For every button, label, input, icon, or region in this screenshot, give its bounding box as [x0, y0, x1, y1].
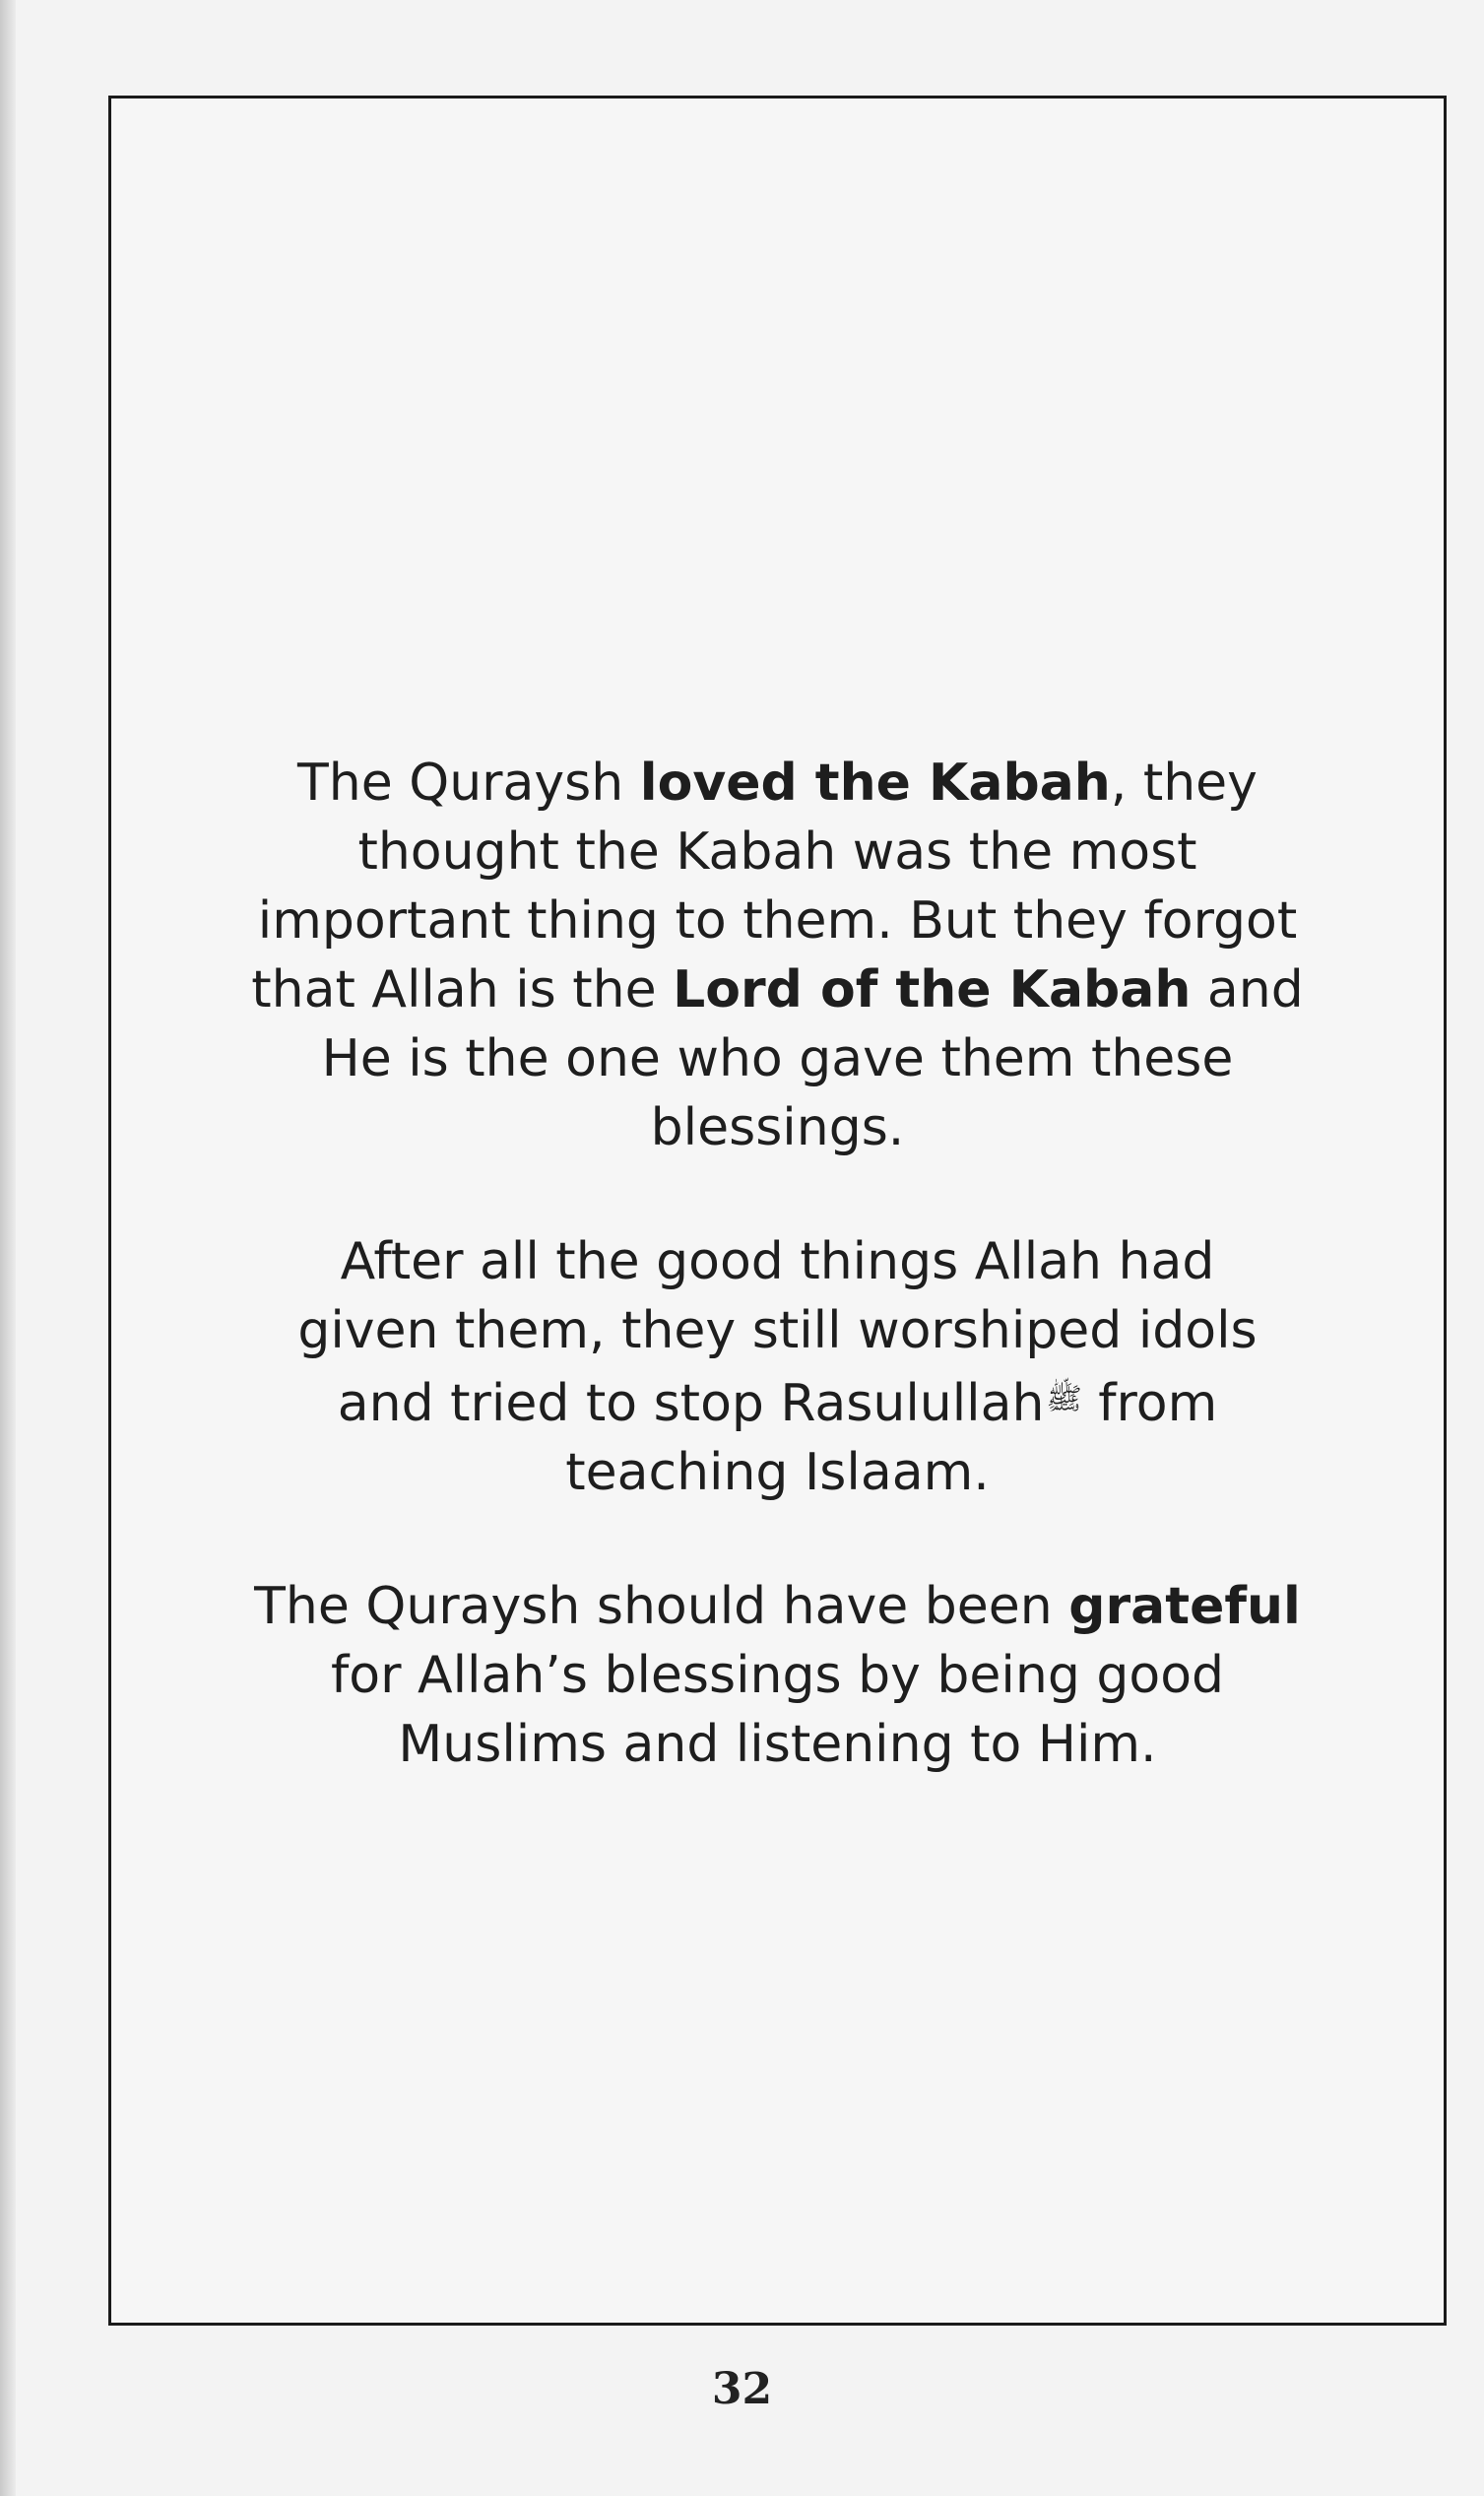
- page-number: 32: [711, 2364, 773, 2414]
- text-segment: , they: [1110, 754, 1258, 813]
- text-segment: from: [1081, 1374, 1218, 1433]
- text-segment: and: [1191, 960, 1304, 1019]
- text-segment: blessings.: [650, 1098, 905, 1157]
- text-line: [167, 1710, 1388, 1779]
- text-segment: Muslims and listening to Him.: [398, 1715, 1157, 1774]
- story-text: [111, 749, 1444, 1779]
- text-line: [167, 818, 1388, 887]
- text-segment: important thing to them. But they forgot: [257, 891, 1298, 951]
- text-line: [167, 1296, 1388, 1365]
- text-line: [167, 955, 1388, 1024]
- text-segment: and tried to stop Rasulullah: [337, 1374, 1045, 1433]
- text-segment: The Quraysh: [297, 754, 640, 813]
- emphasis-text: loved the Kabah: [639, 754, 1111, 813]
- text-segment: thought the Kabah was the most: [357, 822, 1197, 882]
- emphasis-text: Lord of the Kabah: [673, 960, 1192, 1019]
- text-line: [167, 749, 1388, 818]
- text-segment: that Allah is the: [251, 960, 674, 1019]
- text-line: [167, 887, 1388, 955]
- paragraph: [167, 749, 1388, 1162]
- text-segment: After all the good things Allah had: [340, 1232, 1215, 1291]
- text-frame: [108, 96, 1447, 2326]
- text-segment: teaching Islaam.: [565, 1443, 990, 1502]
- text-segment: The Quraysh should have been: [254, 1577, 1069, 1636]
- text-segment: for Allah’s blessings by being good: [330, 1646, 1225, 1705]
- text-line: [167, 1227, 1388, 1296]
- paragraph: [167, 1227, 1388, 1507]
- text-line: [167, 1438, 1388, 1507]
- text-segment: He is the one who gave them these: [321, 1029, 1234, 1088]
- page-binding-shadow: [0, 0, 16, 2496]
- text-line: [167, 1093, 1388, 1162]
- text-line: [167, 1572, 1388, 1641]
- text-line: [167, 1024, 1388, 1093]
- paragraph: [167, 1572, 1388, 1779]
- emphasis-text: grateful: [1068, 1577, 1301, 1636]
- salawat-symbol: ﷺ: [1046, 1382, 1082, 1416]
- text-segment: given them, they still worshiped idols: [297, 1301, 1258, 1360]
- text-line: [167, 1641, 1388, 1710]
- text-line: [167, 1365, 1388, 1438]
